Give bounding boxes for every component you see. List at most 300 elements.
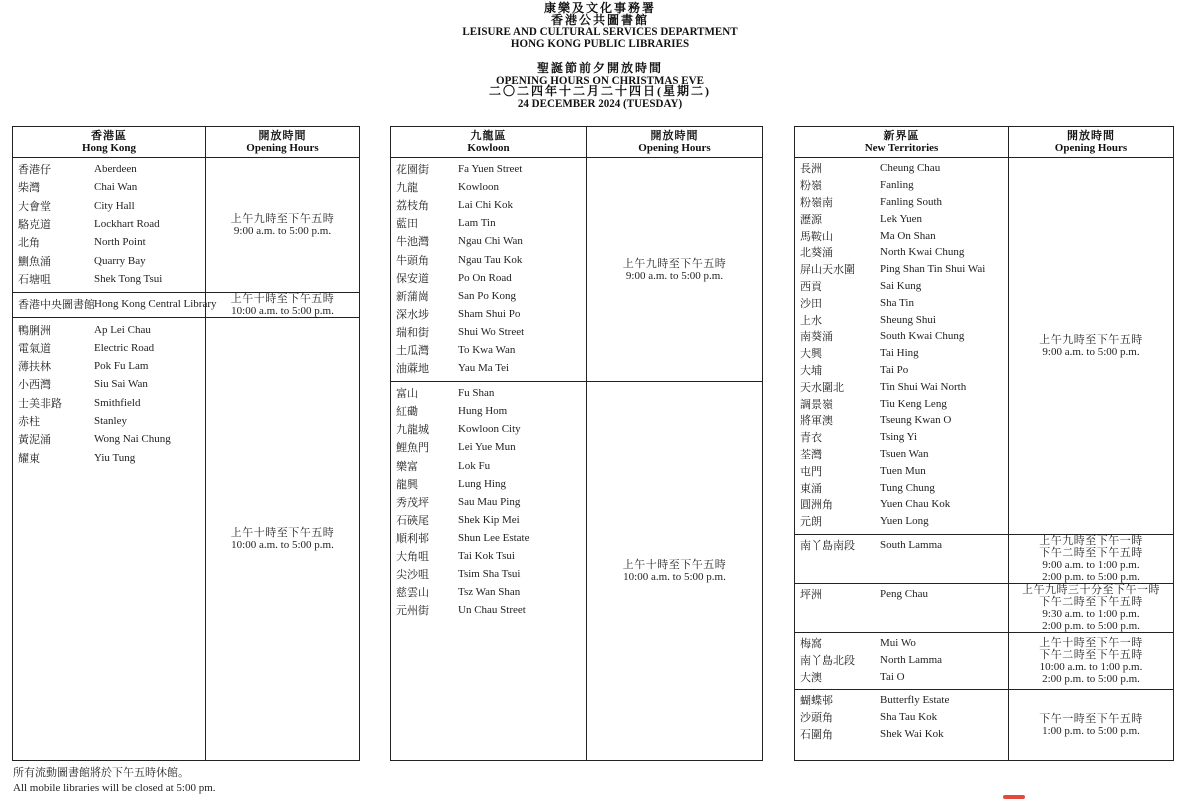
library-list-cell bbox=[795, 158, 1009, 535]
library-name-en: Tai Kok Tsui bbox=[458, 550, 515, 563]
library-row bbox=[391, 420, 586, 438]
library-row bbox=[13, 233, 205, 251]
library-group-row bbox=[391, 158, 763, 382]
library-name-zh: 坪洲 bbox=[800, 588, 822, 601]
library-name-en: Hung Hom bbox=[458, 405, 508, 418]
library-name-en: Aberdeen bbox=[94, 163, 137, 176]
library-name-zh: 石圍角 bbox=[800, 728, 833, 741]
library-name-zh: 薄扶林 bbox=[18, 361, 51, 374]
library-list-cell bbox=[13, 293, 217, 318]
library-row bbox=[795, 244, 1008, 261]
opening-hours-en: 10:00 a.m. to 5:00 p.m. bbox=[231, 305, 334, 318]
library-name-zh: 將軍澳 bbox=[800, 415, 833, 428]
district-name-en: Hong Kong bbox=[81, 142, 137, 154]
library-name-zh: 粉嶺南 bbox=[800, 196, 833, 209]
library-name-zh: 屏山天水圍 bbox=[800, 264, 855, 277]
library-row bbox=[13, 320, 205, 338]
library-row bbox=[795, 537, 1008, 554]
library-name-en: Yuen Long bbox=[880, 515, 929, 528]
opening-hours-en: 9:00 a.m. to 5:00 p.m. bbox=[625, 269, 724, 282]
library-list-cell bbox=[795, 689, 1009, 760]
library-name-en: South Kwai Chung bbox=[880, 330, 965, 343]
library-name-zh: 上水 bbox=[800, 314, 822, 327]
opening-hours-cell bbox=[587, 158, 763, 382]
decorative-red-mark bbox=[1003, 795, 1025, 799]
library-row bbox=[13, 448, 205, 466]
library-name-en: Yiu Tung bbox=[94, 451, 136, 464]
library-name-en: Sham Shui Po bbox=[458, 307, 521, 320]
library-name-en: Tsing Yi bbox=[880, 431, 918, 444]
library-name-zh: 沙頭角 bbox=[800, 712, 833, 725]
library-row bbox=[13, 375, 205, 393]
library-name-zh: 九龍城 bbox=[396, 424, 429, 437]
library-name-en: Ngau Tau Kok bbox=[458, 253, 523, 266]
opening-hours-zh: 上午十時至下午五時 bbox=[622, 559, 727, 572]
library-name-en: Chai Wan bbox=[94, 181, 138, 194]
library-row bbox=[13, 178, 205, 196]
opening-hours-cell bbox=[1009, 158, 1174, 535]
library-row bbox=[13, 270, 205, 288]
library-row bbox=[391, 511, 586, 529]
library-name-zh: 北葵涌 bbox=[800, 247, 833, 260]
library-name-en: Cheung Chau bbox=[880, 162, 941, 175]
opening-hours-en: 1:00 p.m. to 5:00 p.m. bbox=[1042, 724, 1140, 737]
library-list-cell bbox=[391, 158, 587, 382]
library-row bbox=[795, 709, 1008, 726]
library-name-zh: 馬鞍山 bbox=[800, 230, 833, 243]
library-row bbox=[391, 583, 586, 601]
library-name-zh: 長洲 bbox=[800, 163, 822, 176]
library-name-zh: 西貢 bbox=[800, 280, 822, 293]
opening-hours-zh: 上午十時至下午五時 bbox=[230, 293, 335, 306]
library-name-zh: 青衣 bbox=[800, 432, 822, 445]
district-header bbox=[13, 127, 206, 158]
library-name-en: Shun Lee Estate bbox=[458, 531, 530, 544]
library-row bbox=[391, 196, 586, 214]
library-name-zh: 南丫島北段 bbox=[800, 654, 855, 667]
opening-hours-cell bbox=[1009, 689, 1174, 760]
library-name-en: Ma On Shan bbox=[880, 229, 936, 242]
library-row bbox=[391, 438, 586, 456]
library-list-cell bbox=[795, 632, 1009, 689]
library-group-row bbox=[795, 583, 1174, 632]
library-row bbox=[795, 429, 1008, 446]
library-name-en: Sha Tau Kok bbox=[880, 711, 938, 724]
library-name-zh: 黃泥涌 bbox=[18, 434, 51, 447]
library-name-en: Lok Fu bbox=[458, 459, 491, 472]
library-name-zh: 瀝源 bbox=[800, 213, 822, 226]
library-name-zh: 香港中央圖書館 bbox=[18, 299, 95, 312]
library-name-en: Tsz Wan Shan bbox=[458, 586, 521, 599]
library-group-row bbox=[13, 318, 360, 761]
library-list-cell bbox=[13, 158, 206, 293]
library-name-en: Tai O bbox=[880, 670, 905, 683]
opening-hours-zh: 下午二時至下午五時 bbox=[1039, 546, 1143, 559]
library-name-en: Lei Yue Mun bbox=[458, 441, 516, 454]
opening-hours-cell bbox=[1009, 534, 1174, 583]
hong-kong-table bbox=[12, 126, 360, 761]
library-row bbox=[391, 384, 586, 402]
library-name-en: Sau Mau Ping bbox=[458, 495, 521, 508]
library-name-zh: 石硤尾 bbox=[396, 514, 429, 527]
library-row bbox=[795, 651, 1008, 668]
library-name-zh: 大埔 bbox=[800, 364, 822, 377]
library-name-zh: 元州街 bbox=[396, 605, 429, 618]
opening-hours-cell bbox=[206, 318, 360, 761]
library-row bbox=[13, 412, 205, 430]
hours-header-en: Opening Hours bbox=[246, 142, 319, 154]
library-name-zh: 鰂魚涌 bbox=[18, 255, 51, 268]
opening-hours-zh: 下午二時至下午五時 bbox=[1039, 648, 1143, 661]
library-group-row bbox=[795, 534, 1174, 583]
library-name-en: Lam Tin bbox=[458, 217, 496, 230]
library-name-zh: 調景嶺 bbox=[800, 398, 833, 411]
library-name-en: Lockhart Road bbox=[94, 218, 160, 231]
library-name-en: Yuen Chau Kok bbox=[880, 498, 951, 511]
library-row bbox=[795, 328, 1008, 345]
library-row bbox=[795, 160, 1008, 177]
library-name-zh: 秀茂坪 bbox=[396, 496, 429, 509]
opening-hours-zh: 上午十時至下午一時 bbox=[1039, 636, 1143, 649]
library-row bbox=[795, 446, 1008, 463]
library-row bbox=[795, 378, 1008, 395]
library-row bbox=[13, 215, 205, 233]
library-name-zh: 保安道 bbox=[396, 272, 429, 285]
library-name-zh: 圓洲角 bbox=[800, 499, 833, 512]
library-name-zh: 深水埗 bbox=[396, 308, 429, 321]
library-name-en: Tsuen Wan bbox=[880, 447, 929, 460]
library-row bbox=[13, 295, 217, 313]
library-name-en: Electric Road bbox=[94, 341, 155, 354]
opening-hours-zh: 上午九時至下午五時 bbox=[230, 213, 335, 226]
district-name-en: Kowloon bbox=[467, 142, 510, 154]
library-row bbox=[391, 178, 586, 196]
library-row bbox=[391, 402, 586, 420]
library-group-row bbox=[795, 158, 1174, 535]
library-row bbox=[795, 668, 1008, 685]
library-row bbox=[391, 269, 586, 287]
library-name-zh: 花園街 bbox=[396, 164, 429, 177]
library-name-en: Kowloon bbox=[458, 181, 499, 194]
library-name-en: Quarry Bay bbox=[94, 254, 146, 267]
library-name-zh: 大角咀 bbox=[396, 551, 429, 564]
library-name-zh: 荔枝角 bbox=[396, 200, 429, 213]
library-name-en: Butterfly Estate bbox=[880, 694, 950, 707]
opening-hours-zh: 上午十時至下午五時 bbox=[230, 527, 335, 540]
library-row bbox=[795, 726, 1008, 743]
library-name-zh: 瑞和街 bbox=[396, 326, 429, 339]
library-row bbox=[795, 586, 1008, 603]
opening-hours-cell bbox=[206, 293, 360, 318]
library-row bbox=[795, 294, 1008, 311]
library-row bbox=[795, 194, 1008, 211]
library-name-en: Fa Yuen Street bbox=[458, 163, 523, 176]
library-name-en: Tai Po bbox=[880, 363, 909, 376]
library-list-cell bbox=[795, 583, 1009, 632]
library-name-en: Fu Shan bbox=[458, 387, 495, 400]
library-name-zh: 油蔴地 bbox=[396, 363, 429, 376]
hours-header-zh: 開放時間 bbox=[258, 130, 307, 142]
library-name-zh: 富山 bbox=[396, 388, 418, 401]
library-name-zh: 沙田 bbox=[800, 297, 822, 310]
library-row bbox=[795, 412, 1008, 429]
library-row bbox=[391, 359, 586, 377]
library-name-zh: 香港公共圖書館 bbox=[550, 12, 649, 27]
district-header bbox=[391, 127, 587, 158]
library-name-en: HONG KONG PUBLIC LIBRARIES bbox=[510, 35, 690, 50]
library-row bbox=[391, 493, 586, 511]
library-row bbox=[795, 210, 1008, 227]
opening-hours-cell bbox=[1009, 632, 1174, 689]
library-row bbox=[795, 278, 1008, 295]
library-name-en: North Lamma bbox=[880, 653, 943, 666]
library-name-en: City Hall bbox=[94, 199, 135, 212]
library-row bbox=[391, 475, 586, 493]
library-name-en: Smithfield bbox=[94, 396, 141, 409]
library-name-en: Shui Wo Street bbox=[458, 325, 525, 338]
library-row bbox=[391, 232, 586, 250]
library-name-zh: 士美非路 bbox=[18, 397, 62, 410]
library-name-en: Tin Shui Wai North bbox=[880, 380, 967, 393]
library-name-zh: 鯉魚門 bbox=[396, 442, 429, 455]
department-name-zh: 康樂及文化事務署 bbox=[543, 1, 656, 15]
library-name-en: Lek Yuen bbox=[880, 212, 923, 225]
opening-hours-en: 10:00 a.m. to 1:00 p.m. bbox=[1039, 660, 1143, 673]
opening-hours-en: 9:00 a.m. to 5:00 p.m. bbox=[233, 225, 332, 238]
library-row bbox=[795, 177, 1008, 194]
library-row bbox=[13, 430, 205, 448]
library-row bbox=[795, 311, 1008, 328]
library-name-zh: 小西灣 bbox=[18, 379, 51, 392]
opening-hours-cell bbox=[587, 382, 763, 761]
library-row bbox=[13, 357, 205, 375]
library-name-en: Sha Tin bbox=[880, 296, 914, 309]
library-group-row bbox=[795, 632, 1174, 689]
library-name-en: Ping Shan Tin Shui Wai bbox=[880, 263, 986, 276]
opening-hours-en: 10:00 a.m. to 5:00 p.m. bbox=[231, 539, 334, 552]
library-name-zh: 大澳 bbox=[800, 671, 822, 684]
library-name-en: Pok Fu Lam bbox=[94, 360, 149, 373]
library-row bbox=[391, 565, 586, 583]
library-name-en: Yau Ma Tei bbox=[458, 362, 510, 375]
library-name-zh: 大會堂 bbox=[18, 200, 51, 213]
mobile-library-note bbox=[13, 766, 216, 796]
hours-header-zh: 開放時間 bbox=[650, 130, 699, 142]
document-header bbox=[0, 3, 1200, 109]
opening-hours-zh: 上午九時至下午五時 bbox=[1039, 333, 1143, 346]
library-name-en: Peng Chau bbox=[880, 587, 928, 600]
hours-header bbox=[587, 127, 763, 158]
date-zh: 二〇二四年十二月二十四日(星期二) bbox=[489, 84, 711, 98]
note-en: All mobile libraries will be closed at 5:00 pm. bbox=[13, 782, 216, 794]
library-row bbox=[795, 261, 1008, 278]
library-name-zh: 順利邨 bbox=[396, 532, 429, 545]
library-name-zh: 尖沙咀 bbox=[396, 569, 429, 582]
library-list-cell bbox=[391, 382, 587, 761]
library-row bbox=[795, 345, 1008, 362]
library-name-zh: 牛頭角 bbox=[396, 254, 429, 267]
library-row bbox=[795, 635, 1008, 652]
library-list-cell bbox=[795, 534, 1009, 583]
department-name-en: LEISURE AND CULTURAL SERVICES DEPARTMENT bbox=[462, 24, 738, 38]
opening-hours-en: 9:00 a.m. to 1:00 p.m. bbox=[1042, 558, 1140, 571]
library-row bbox=[391, 601, 586, 619]
opening-hours-zh: 下午二時至下午五時 bbox=[1039, 595, 1143, 608]
library-name-zh: 電氣道 bbox=[18, 342, 51, 355]
library-name-zh: 荃灣 bbox=[800, 448, 822, 461]
hours-header-zh: 開放時間 bbox=[1067, 130, 1115, 142]
library-group-row bbox=[13, 158, 360, 293]
library-name-zh: 鴨脷洲 bbox=[18, 324, 51, 337]
district-name-en: New Territories bbox=[864, 142, 939, 154]
library-row bbox=[391, 250, 586, 268]
library-name-en: Mui Wo bbox=[880, 636, 916, 649]
library-row bbox=[13, 394, 205, 412]
opening-hours-zh: 上午九時三十分至下午一時 bbox=[1022, 583, 1160, 596]
opening-hours-en: 2:00 p.m. to 5:00 p.m. bbox=[1042, 570, 1140, 583]
library-name-en: Fanling bbox=[880, 179, 914, 192]
library-name-zh: 牛池灣 bbox=[396, 236, 429, 249]
library-row bbox=[391, 160, 586, 178]
library-row bbox=[795, 692, 1008, 709]
library-name-zh: 九龍 bbox=[396, 182, 418, 195]
library-name-zh: 土瓜灣 bbox=[396, 344, 429, 357]
library-name-zh: 南丫島南段 bbox=[800, 539, 855, 552]
library-name-zh: 駱克道 bbox=[18, 219, 51, 232]
library-row bbox=[13, 160, 205, 178]
library-list-cell bbox=[13, 318, 206, 761]
library-row bbox=[13, 339, 205, 357]
library-row bbox=[795, 513, 1008, 530]
library-row bbox=[795, 362, 1008, 379]
library-name-en: Ap Lei Chau bbox=[94, 323, 151, 336]
library-name-zh: 龍興 bbox=[396, 478, 418, 491]
library-name-en: Tung Chung bbox=[880, 481, 935, 494]
hours-header-en: Opening Hours bbox=[1054, 142, 1128, 154]
library-name-en: Tai Hing bbox=[880, 347, 919, 360]
library-name-en: Po On Road bbox=[458, 271, 512, 284]
library-name-zh: 新蒲崗 bbox=[396, 290, 429, 303]
library-row bbox=[391, 457, 586, 475]
library-name-en: Sheung Shui bbox=[880, 313, 936, 326]
library-name-zh: 南葵涌 bbox=[800, 331, 833, 344]
library-row bbox=[391, 323, 586, 341]
library-name-zh: 蝴蝶邨 bbox=[800, 695, 833, 708]
library-row bbox=[391, 305, 586, 323]
library-name-en: Tsim Sha Tsui bbox=[458, 568, 521, 581]
library-name-en: Shek Kip Mei bbox=[458, 513, 520, 526]
opening-hours-cell bbox=[1009, 583, 1174, 632]
opening-hours-en: 9:30 a.m. to 1:00 p.m. bbox=[1042, 607, 1140, 620]
library-name-en: Un Chau Street bbox=[458, 604, 526, 617]
library-row bbox=[795, 496, 1008, 513]
library-name-en: North Point bbox=[94, 236, 146, 249]
library-name-zh: 慈雲山 bbox=[396, 587, 429, 600]
library-name-zh: 梅窩 bbox=[800, 637, 822, 650]
library-name-en: Kowloon City bbox=[458, 423, 521, 436]
library-name-zh: 東涌 bbox=[800, 482, 822, 495]
library-name-en: South Lamma bbox=[880, 538, 943, 551]
library-name-en: Tuen Mun bbox=[880, 464, 926, 477]
library-row bbox=[13, 251, 205, 269]
opening-hours-zh: 上午九時至下午一時 bbox=[1039, 534, 1143, 547]
library-name-zh: 藍田 bbox=[396, 218, 418, 231]
library-name-zh: 天水圍北 bbox=[800, 381, 844, 394]
library-row bbox=[795, 227, 1008, 244]
library-name-en: Hong Kong Central Library bbox=[94, 298, 217, 311]
library-group-row bbox=[391, 382, 763, 761]
kowloon-table bbox=[390, 126, 763, 761]
library-name-zh: 石塘咀 bbox=[18, 273, 51, 286]
library-group-row bbox=[795, 689, 1174, 760]
library-row bbox=[795, 462, 1008, 479]
library-name-en: Tiu Keng Leng bbox=[880, 397, 947, 410]
library-name-zh: 耀東 bbox=[18, 452, 40, 465]
note-zh: 所有流動圖書館將於下午五時休館。 bbox=[13, 767, 189, 779]
library-name-en: North Kwai Chung bbox=[880, 246, 965, 259]
library-row bbox=[795, 479, 1008, 496]
library-name-en: Sai Kung bbox=[880, 279, 922, 292]
library-row bbox=[391, 287, 586, 305]
opening-hours-en: 2:00 p.m. to 5:00 p.m. bbox=[1042, 672, 1140, 685]
library-name-zh: 粉嶺 bbox=[800, 180, 822, 193]
title-en: OPENING HOURS ON CHRISTMAS EVE bbox=[496, 72, 704, 87]
hours-header bbox=[1009, 127, 1174, 158]
library-name-en: Siu Sai Wan bbox=[94, 378, 148, 391]
library-name-en: Tseung Kwan O bbox=[880, 414, 952, 427]
library-name-zh: 北角 bbox=[18, 237, 40, 250]
library-name-zh: 香港仔 bbox=[18, 164, 51, 177]
library-name-zh: 樂富 bbox=[396, 460, 418, 473]
library-name-zh: 屯門 bbox=[800, 465, 822, 478]
opening-hours-en: 2:00 p.m. to 5:00 p.m. bbox=[1042, 619, 1140, 632]
opening-hours-zh: 上午九時至下午五時 bbox=[622, 257, 727, 270]
new-territories-table bbox=[794, 126, 1174, 761]
library-name-en: Shek Wai Kok bbox=[880, 727, 944, 740]
opening-hours-cell bbox=[206, 158, 360, 293]
district-header bbox=[795, 127, 1009, 158]
library-name-en: Ngau Chi Wan bbox=[458, 235, 523, 248]
library-row bbox=[391, 214, 586, 232]
library-name-en: Stanley bbox=[94, 415, 127, 427]
library-name-zh: 紅磡 bbox=[396, 406, 418, 419]
library-group-row bbox=[13, 293, 360, 318]
opening-hours-en: 10:00 a.m. to 5:00 p.m. bbox=[623, 571, 726, 584]
district-name-zh: 新界區 bbox=[883, 130, 920, 142]
library-name-zh: 赤柱 bbox=[18, 416, 40, 428]
opening-hours-en: 9:00 a.m. to 5:00 p.m. bbox=[1042, 345, 1140, 358]
library-name-en: To Kwa Wan bbox=[458, 343, 516, 356]
library-row bbox=[13, 197, 205, 215]
library-row bbox=[391, 547, 586, 565]
library-name-en: Lai Chi Kok bbox=[458, 199, 513, 212]
date-en: 24 DECEMBER 2024 (TUESDAY) bbox=[517, 95, 683, 110]
title-zh: 聖誕節前夕開放時間 bbox=[536, 61, 663, 75]
library-name-en: Shek Tong Tsui bbox=[94, 272, 163, 285]
library-name-en: Lung Hing bbox=[458, 477, 506, 490]
library-name-zh: 柴灣 bbox=[18, 182, 40, 195]
library-name-zh: 大興 bbox=[800, 348, 822, 361]
hours-header bbox=[206, 127, 360, 158]
library-name-en: San Po Kong bbox=[458, 289, 517, 302]
library-row bbox=[391, 529, 586, 547]
district-name-zh: 香港區 bbox=[91, 130, 127, 142]
hours-header-en: Opening Hours bbox=[638, 142, 711, 154]
library-row bbox=[391, 341, 586, 359]
library-row bbox=[795, 395, 1008, 412]
library-name-en: Wong Nai Chung bbox=[94, 433, 171, 446]
library-name-en: Fanling South bbox=[880, 195, 943, 208]
